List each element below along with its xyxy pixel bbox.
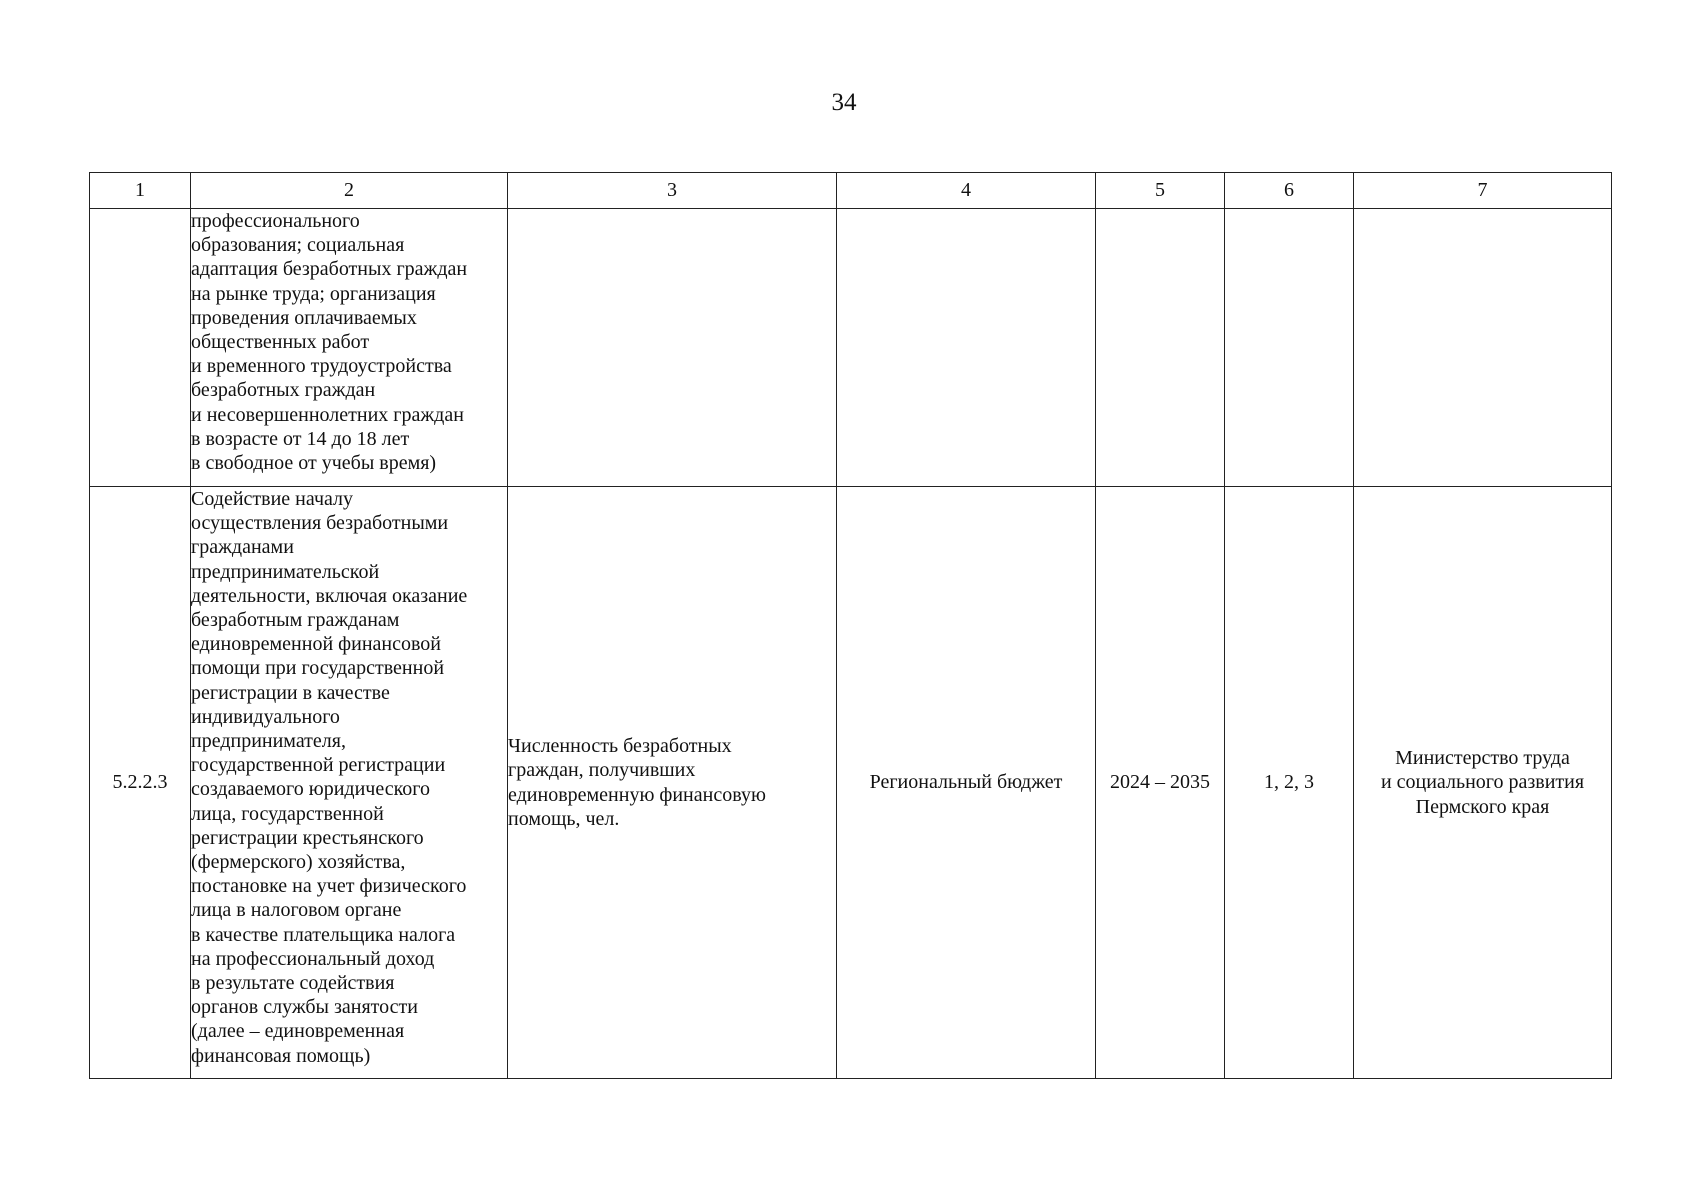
continuation-number-cell	[90, 209, 191, 487]
funding-source: Региональный бюджет	[837, 487, 1096, 1079]
measure-description-cell	[191, 487, 508, 1079]
continuation-source-cell	[837, 209, 1096, 487]
continuation-indicator-cell	[508, 209, 837, 487]
continuation-period-cell	[1096, 209, 1225, 487]
stages: 1, 2, 3	[1225, 487, 1354, 1079]
column-number-4: 4	[837, 173, 1096, 209]
table-row-continuation	[90, 209, 1612, 487]
period: 2024 – 2035	[1096, 487, 1225, 1079]
table-row-5223	[90, 487, 1612, 1079]
measures-table	[89, 172, 1612, 1079]
column-number-6: 6	[1225, 173, 1354, 209]
indicator-text: Численность безработных граждан, получивших единовременную финансовую помощь, чел.	[508, 735, 766, 830]
column-number-2: 2	[191, 173, 508, 209]
row-number: 5.2.2.3	[90, 487, 191, 1079]
column-number-5: 5	[1096, 173, 1225, 209]
continuation-description: профессионального образования; социальная адаптация безработных граждан на рынке труда; организация проведения оплачиваемых общественных работ и временного трудоустройства безработных граждан и несовершеннолетних граждан в возрасте от 14 до 18 лет в свободное от учебы время)	[191, 210, 468, 475]
executor-cell	[1354, 487, 1612, 1079]
column-number-3: 3	[508, 173, 837, 209]
page-number: 34	[831, 89, 857, 116]
indicator-cell	[508, 487, 837, 1079]
continuation-executor-cell	[1354, 209, 1612, 487]
continuation-stages-cell	[1225, 209, 1354, 487]
column-number-7: 7	[1354, 173, 1612, 209]
continuation-description-cell	[191, 209, 508, 487]
table-header-row	[90, 173, 1612, 209]
executor-text: Министерство труда и социального развития Пермского края	[1380, 747, 1585, 818]
column-number-1: 1	[90, 173, 191, 209]
measure-description: Содействие началу осуществления безработными гражданами предпринимательской деятельности, включая оказание безработным гражданам единовременной финансовой помощи при государственной регистрации в качестве индивидуального предпринимателя, государственной регистрации создаваемого юридического лица, государственной регистрации крестьянского (фермерского) хозяйства, постановке на учет физического лица в налоговом органе в качестве плательщика налога на профессиональный доход в результате содействия органов службы занятости (далее – единовременная финансовая помощь)	[191, 488, 468, 1067]
